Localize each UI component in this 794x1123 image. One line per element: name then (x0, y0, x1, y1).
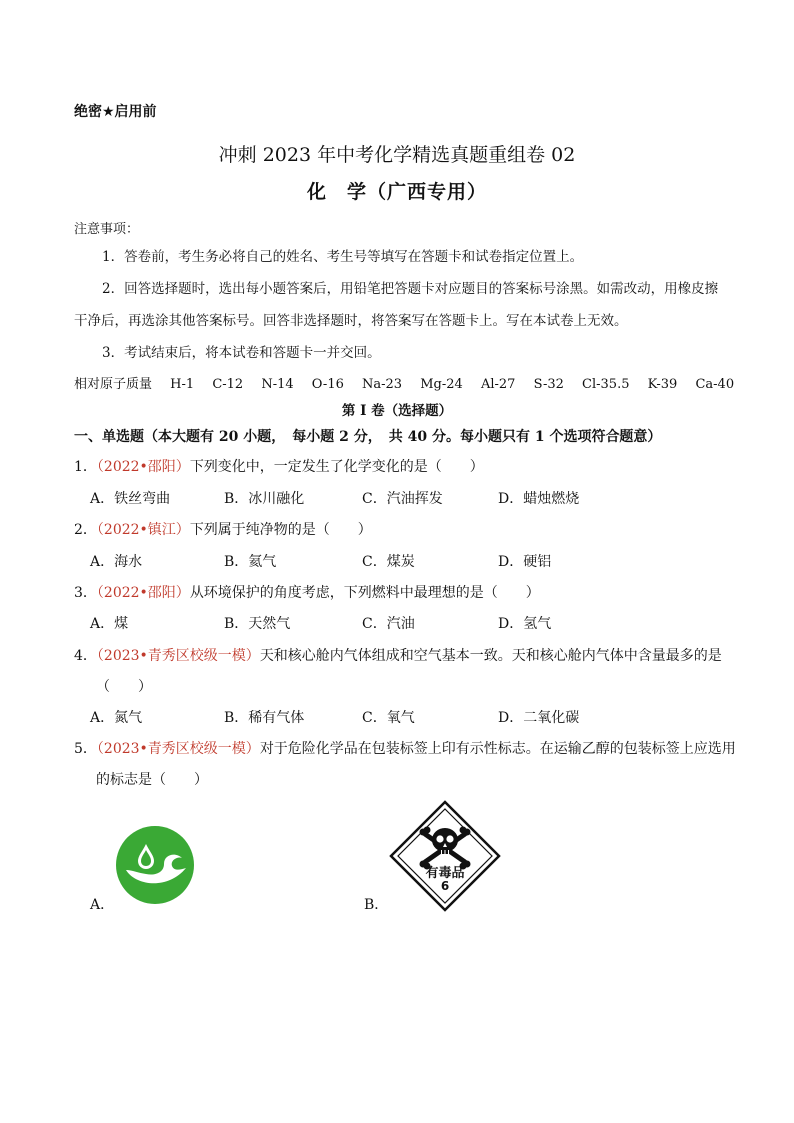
image-option-b-label: B． (364, 897, 389, 913)
option-c[interactable]: C．汽油 (362, 616, 415, 632)
notice-list (74, 241, 724, 369)
question-2 (74, 519, 372, 539)
option-b[interactable]: B．天然气 (224, 616, 291, 632)
question-4-continuation: （ ） (96, 679, 152, 695)
atomic-mass: N-14 (261, 377, 294, 392)
atomic-mass: Na-23 (362, 377, 403, 392)
notice-item: 3．考试结束后，将本试卷和答题卡一并交回。 (102, 345, 381, 361)
image-option-a-label: A． (90, 897, 115, 913)
page-title: 冲刺 2023 年中考化学精选真题重组卷 02 (218, 144, 576, 166)
question-number: 3． (74, 585, 97, 601)
atomic-mass: Mg-24 (420, 377, 463, 392)
question-source: （2023•青秀区校级一模） (96, 741, 260, 757)
question-text: 下列变化中，一定发生了化学变化的是（ ） (189, 459, 484, 475)
page-subtitle: 化 学（广西专用） (306, 181, 487, 203)
atomic-mass: O-16 (311, 377, 344, 392)
option-a[interactable]: A．氮气 (90, 710, 143, 726)
question-source: （2022•邵阳） (96, 459, 190, 475)
option-d[interactable]: D．硬铝 (498, 554, 552, 570)
option-a[interactable]: A．铁丝弯曲 (90, 491, 171, 507)
option-c[interactable]: C．煤炭 (362, 554, 415, 570)
secret-label: 绝密★启用前 (74, 104, 157, 120)
option-a[interactable]: A．煤 (90, 616, 129, 632)
question-5 (74, 738, 736, 758)
option-d[interactable]: D．二氧化碳 (498, 710, 580, 726)
question-5-continuation: 的标志是（ ） (96, 772, 208, 788)
question-3 (74, 582, 540, 602)
question-text: 对于危险化学品在包装标签上印有示性标志。在运输乙醇的包装标签上应选用 (259, 741, 736, 757)
option-c[interactable]: C．氧气 (362, 710, 415, 726)
atomic-mass: Ca-40 (695, 377, 735, 392)
part-title: 第 I 卷（选择题） (341, 403, 453, 419)
question-text: 从环境保护的角度考虑，下列燃料中最理想的是（ ） (189, 585, 540, 601)
toxic-sign-text: 有毒品 (425, 866, 465, 881)
option-b[interactable]: B．氦气 (224, 554, 277, 570)
atomic-mass: C-12 (212, 377, 244, 392)
option-d[interactable]: D．蜡烛燃烧 (498, 491, 580, 507)
question-number: 5． (74, 741, 97, 757)
question-number: 1． (74, 459, 97, 475)
question-1 (74, 456, 484, 476)
toxic-hazard-icon[interactable] (389, 800, 501, 912)
question-text: 下列属于纯净物的是（ ） (189, 522, 372, 538)
question-source: （2023•青秀区校级一模） (96, 648, 260, 664)
notice-item: 2．回答选择题时，选出每小题答案后，用铅笔把答题卡对应题目的答案标号涂黑。如需改动，用橡皮擦干净后，再选涂其他答案标号。回答非选择题时，将答案写在答题卡上。写在本试卷上无效。 (74, 281, 719, 329)
section-heading: 一、单选题（本大题有 20 小题， 每小题 2 分， 共 40 分。每小题只有 1 个选项符合题意） (74, 429, 662, 445)
atomic-masses (74, 373, 734, 392)
atomic-masses-label: 相对原子质量 (74, 377, 153, 392)
question-source: （2022•镇江） (96, 522, 190, 538)
option-c[interactable]: C．汽油挥发 (362, 491, 443, 507)
option-d[interactable]: D．氢气 (498, 616, 552, 632)
notice-item: 1．答卷前，考生务必将自己的姓名、考生号等填写在答题卡和试卷指定位置上。 (102, 249, 584, 265)
question-number: 4． (74, 648, 97, 664)
notice-heading: 注意事项： (74, 222, 140, 237)
question-source: （2022•邵阳） (96, 585, 190, 601)
atomic-mass: Al-27 (480, 377, 516, 392)
option-a[interactable]: A．海水 (90, 554, 143, 570)
toxic-sign-number: 6 (440, 879, 450, 893)
atomic-mass: Cl-35.5 (582, 377, 630, 392)
atomic-mass: H-1 (170, 377, 195, 392)
option-b[interactable]: B．冰川融化 (224, 491, 305, 507)
atomic-mass: S-32 (533, 377, 564, 392)
water-conservation-icon[interactable] (116, 826, 194, 904)
question-4 (74, 645, 722, 665)
question-text: 天和核心舱内气体组成和空气基本一致。天和核心舱内气体中含量最多的是 (259, 648, 722, 664)
option-b[interactable]: B．稀有气体 (224, 710, 305, 726)
question-number: 2． (74, 522, 97, 538)
atomic-mass: K-39 (647, 377, 678, 392)
